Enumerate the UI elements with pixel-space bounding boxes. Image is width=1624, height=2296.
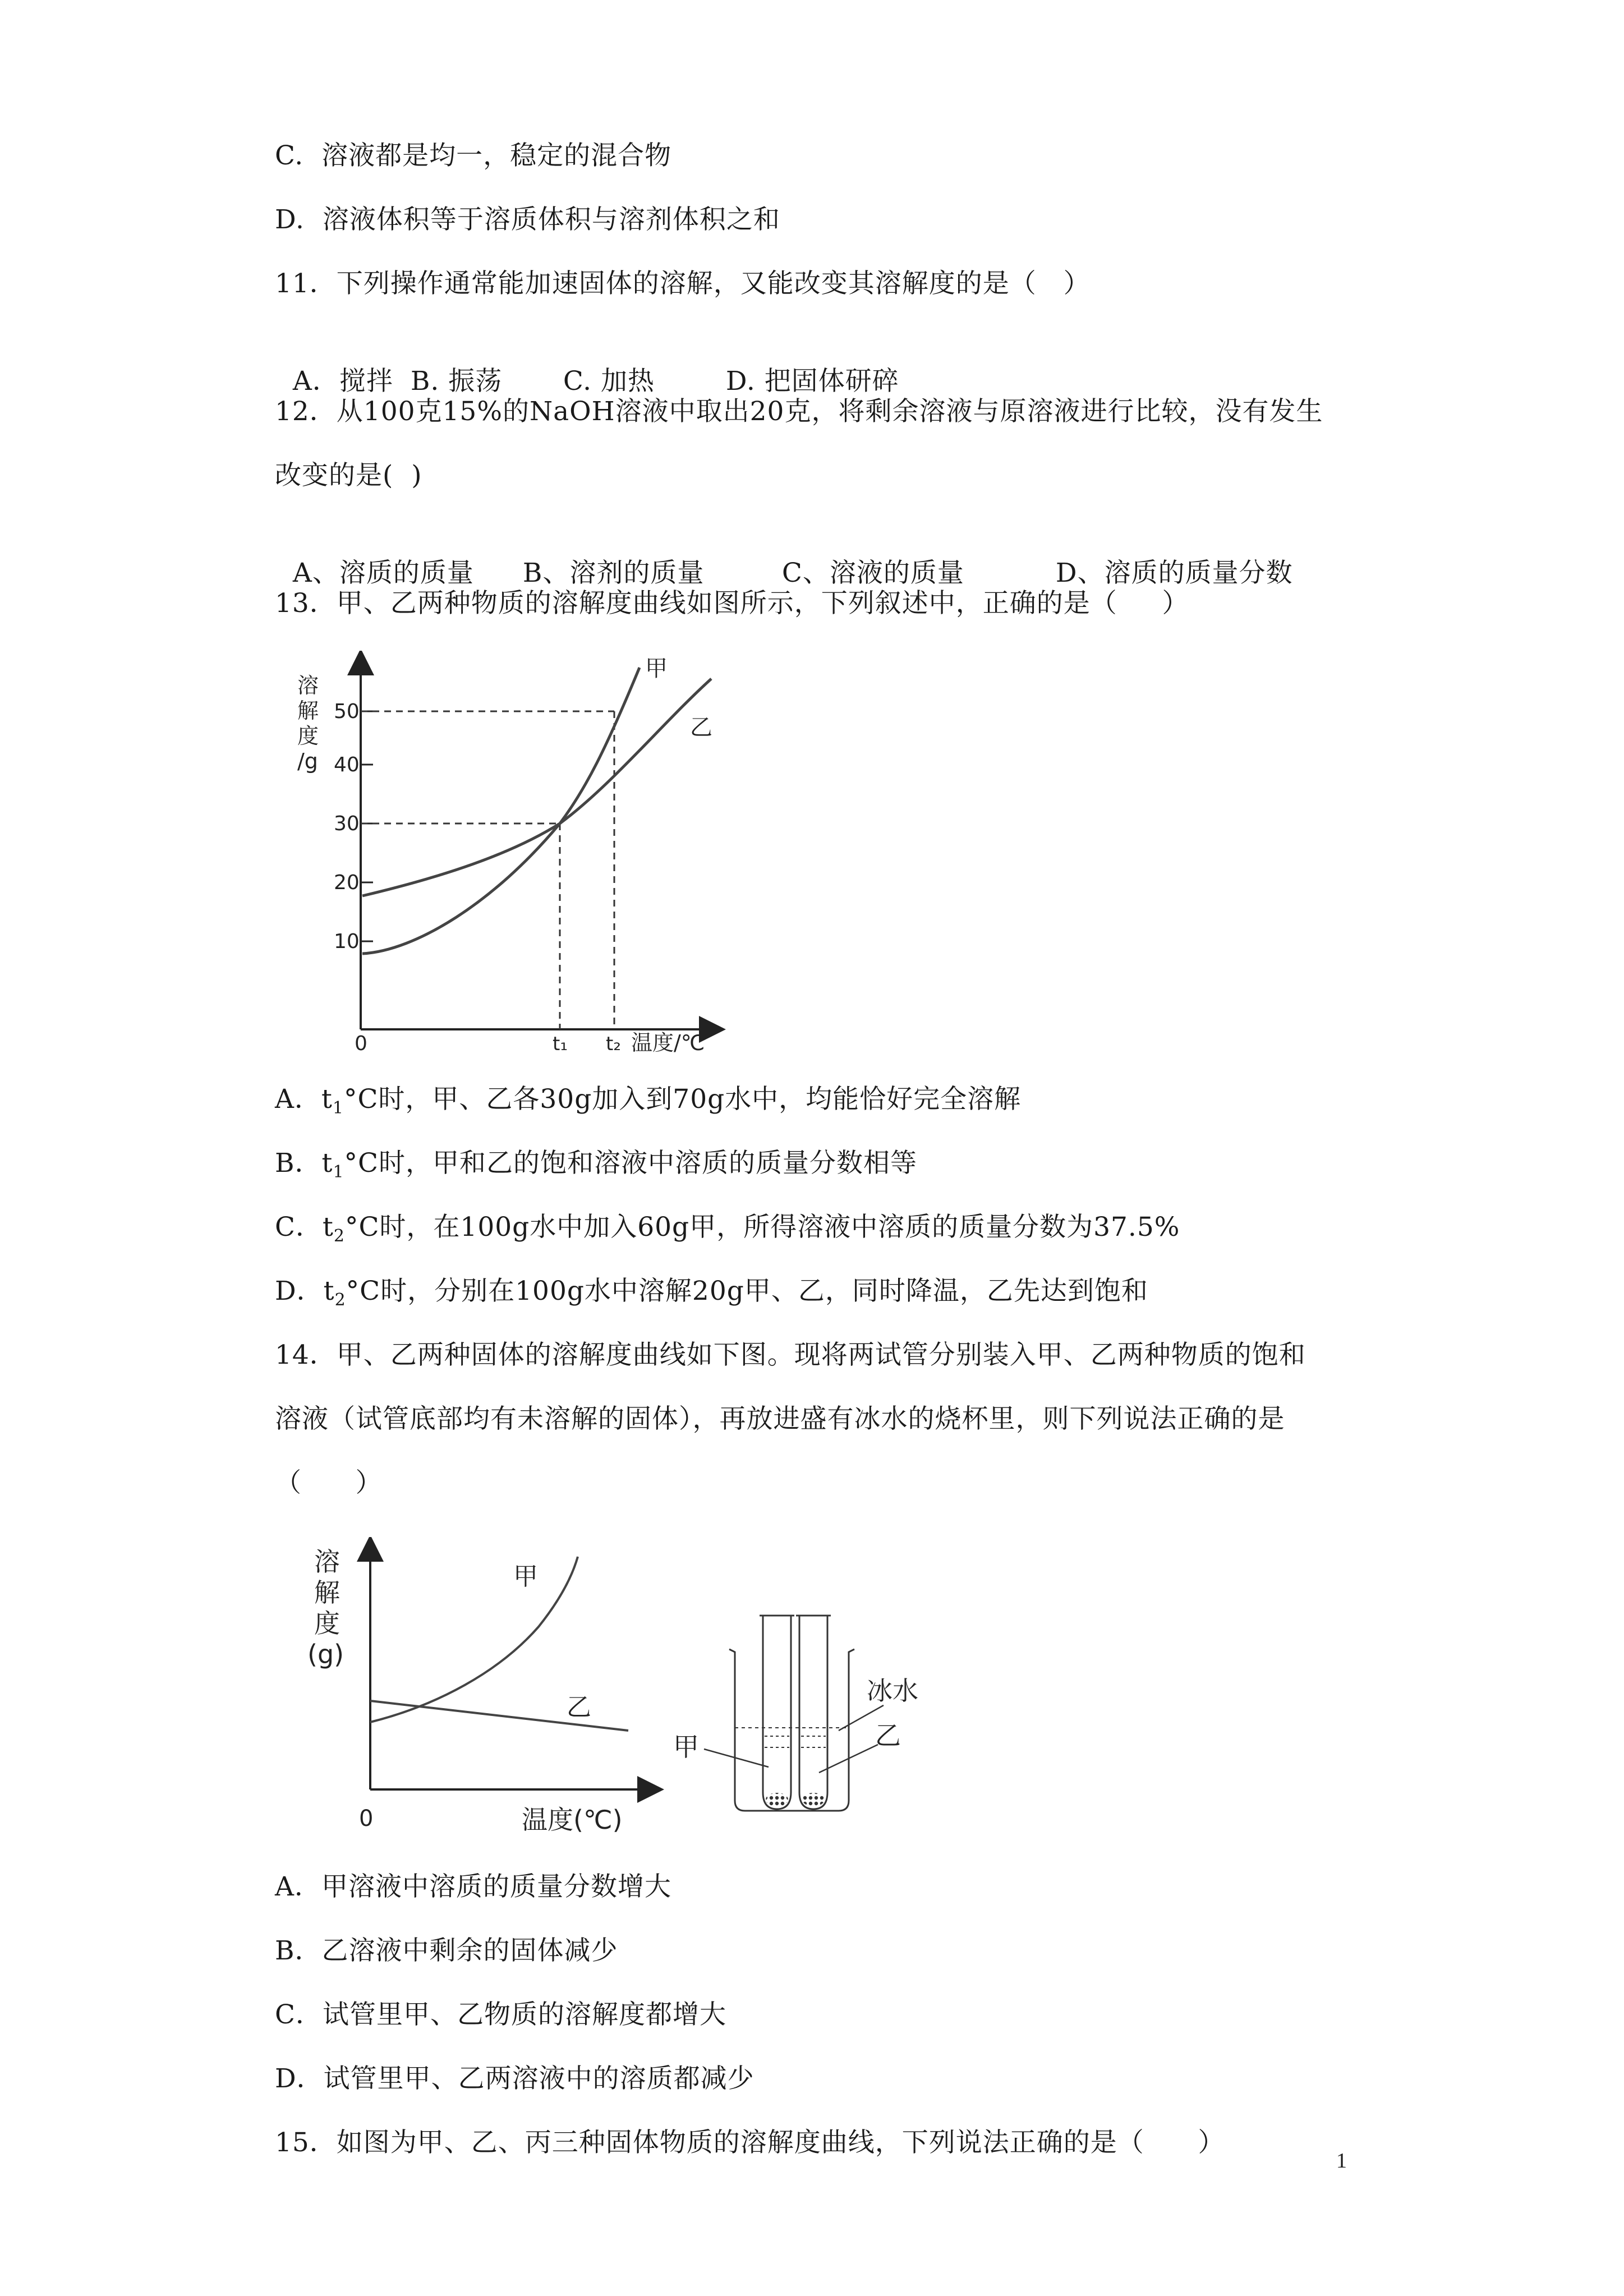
option-12b: B、溶剂的质量 — [522, 558, 705, 588]
option-13d: D．$t_2^\circ C$时，分别在100g水中溶解20g甲、乙，同时降温，乙先达到饱和 — [275, 1276, 1148, 1310]
y-axis-label-3: 度 — [314, 1608, 340, 1639]
question-11: 11．下列操作通常能加速固体的溶解，又能改变其溶解度的是（ ） — [275, 268, 1091, 299]
tube-label-jia: 甲 — [673, 1732, 699, 1762]
x-axis-label: 温度/℃ — [631, 1030, 705, 1055]
option-11d: D. 把固体研碎 — [725, 366, 899, 397]
curve-jia — [370, 1557, 578, 1722]
question-12-line2: 改变的是( ) — [275, 460, 422, 491]
origin-label: 0 — [355, 1032, 367, 1055]
y-tick-50: 50 — [334, 700, 360, 723]
option-14c: C．试管里甲、乙物质的溶解度都增大 — [275, 1999, 726, 2030]
option-14d: D．试管里甲、乙两溶液中的溶质都减少 — [275, 2063, 755, 2094]
y-tick-20: 20 — [334, 871, 360, 894]
question-13: 13．甲、乙两种物质的溶解度曲线如图所示，下列叙述中，正确的是（ ） — [275, 588, 1189, 619]
test-tube-jia — [760, 1616, 794, 1809]
test-tube-yi — [796, 1616, 831, 1809]
y-axis-label-2: 解 — [297, 698, 319, 723]
y-tick-40: 40 — [334, 753, 360, 776]
solubility-beaker-figure-14 — [292, 1537, 965, 1851]
origin-label: 0 — [359, 1806, 374, 1832]
series-label-jia: 甲 — [645, 656, 668, 682]
question-14-line3: （ ） — [275, 1467, 383, 1498]
tube-label-yi: 乙 — [875, 1720, 901, 1751]
x-axis-label: 温度(℃) — [522, 1805, 623, 1835]
y-axis-label-4: (g) — [307, 1639, 344, 1669]
y-axis-label-4: /g — [297, 749, 318, 774]
page-number: 1 — [1336, 2149, 1347, 2173]
series-label-jia: 甲 — [513, 1562, 538, 1591]
solubility-curve-figure-13 — [280, 651, 740, 1055]
question-12-line1: 12．从100克15%的NaOH溶液中取出20克，将剩余溶液与原溶液进行比较，没有发生 — [275, 396, 1323, 427]
y-axis-label-2: 解 — [314, 1577, 340, 1608]
y-axis-label-1: 溶 — [314, 1547, 340, 1577]
question-15: 15．如图为甲、乙、丙三种固体物质的溶解度曲线，下列说法正确的是（ ） — [275, 2127, 1225, 2158]
question-14-line1: 14．甲、乙两种固体的溶解度曲线如下图。现将两试管分别装入甲、乙两种物质的饱和 — [275, 1340, 1306, 1370]
ice-water-label: 冰水 — [867, 1676, 918, 1706]
series-label-yi: 乙 — [567, 1693, 591, 1722]
option-10d: D. 溶液体积等于溶质体积与溶剂体积之和 — [275, 204, 780, 235]
y-axis-label-1: 溶 — [297, 673, 319, 698]
y-axis-label-3: 度 — [297, 724, 319, 748]
x-tick-t1: t₁ — [553, 1033, 568, 1055]
option-11b: B. 振荡 — [410, 366, 503, 397]
tube-pointer-jia — [704, 1749, 769, 1767]
y-tick-30: 30 — [334, 812, 360, 835]
option-11c: C. 加热 — [563, 366, 655, 397]
option-13b: B．$t_1^\circ C$时，甲和乙的饱和溶液中溶质的质量分数相等 — [275, 1148, 917, 1182]
question-14-line2: 溶液（试管底部均有未溶解的固体），再放进盛有冰水的烧杯里，则下列说法正确的是 — [275, 1404, 1285, 1434]
option-10c: C. 溶液都是均一，稳定的混合物 — [275, 140, 672, 171]
option-13a: A．$t_1^\circ C$时，甲、乙各30g加入到70g水中，均能恰好完全溶解 — [275, 1084, 1022, 1118]
x-tick-t2: t₂ — [606, 1033, 621, 1055]
option-12d: D、溶质的质量分数 — [1055, 558, 1293, 588]
option-11a: A．搅拌 — [292, 366, 393, 397]
option-14a: A．甲溶液中溶质的质量分数增大 — [275, 1871, 671, 1902]
series-label-yi: 乙 — [690, 715, 712, 740]
option-12a: A、溶质的质量 — [292, 558, 474, 588]
option-13c: C．$t_2^\circ C$时，在100g水中加入60g甲，所得溶液中溶质的质量分数为37.5% — [275, 1212, 1180, 1246]
question-11-options — [275, 331, 899, 398]
curve-yi — [362, 679, 711, 896]
option-12c: C、溶液的质量 — [781, 558, 964, 588]
option-14b: B．乙溶液中剩余的固体减少 — [275, 1935, 618, 1966]
y-tick-10: 10 — [334, 930, 360, 953]
question-12-options — [275, 523, 1293, 590]
